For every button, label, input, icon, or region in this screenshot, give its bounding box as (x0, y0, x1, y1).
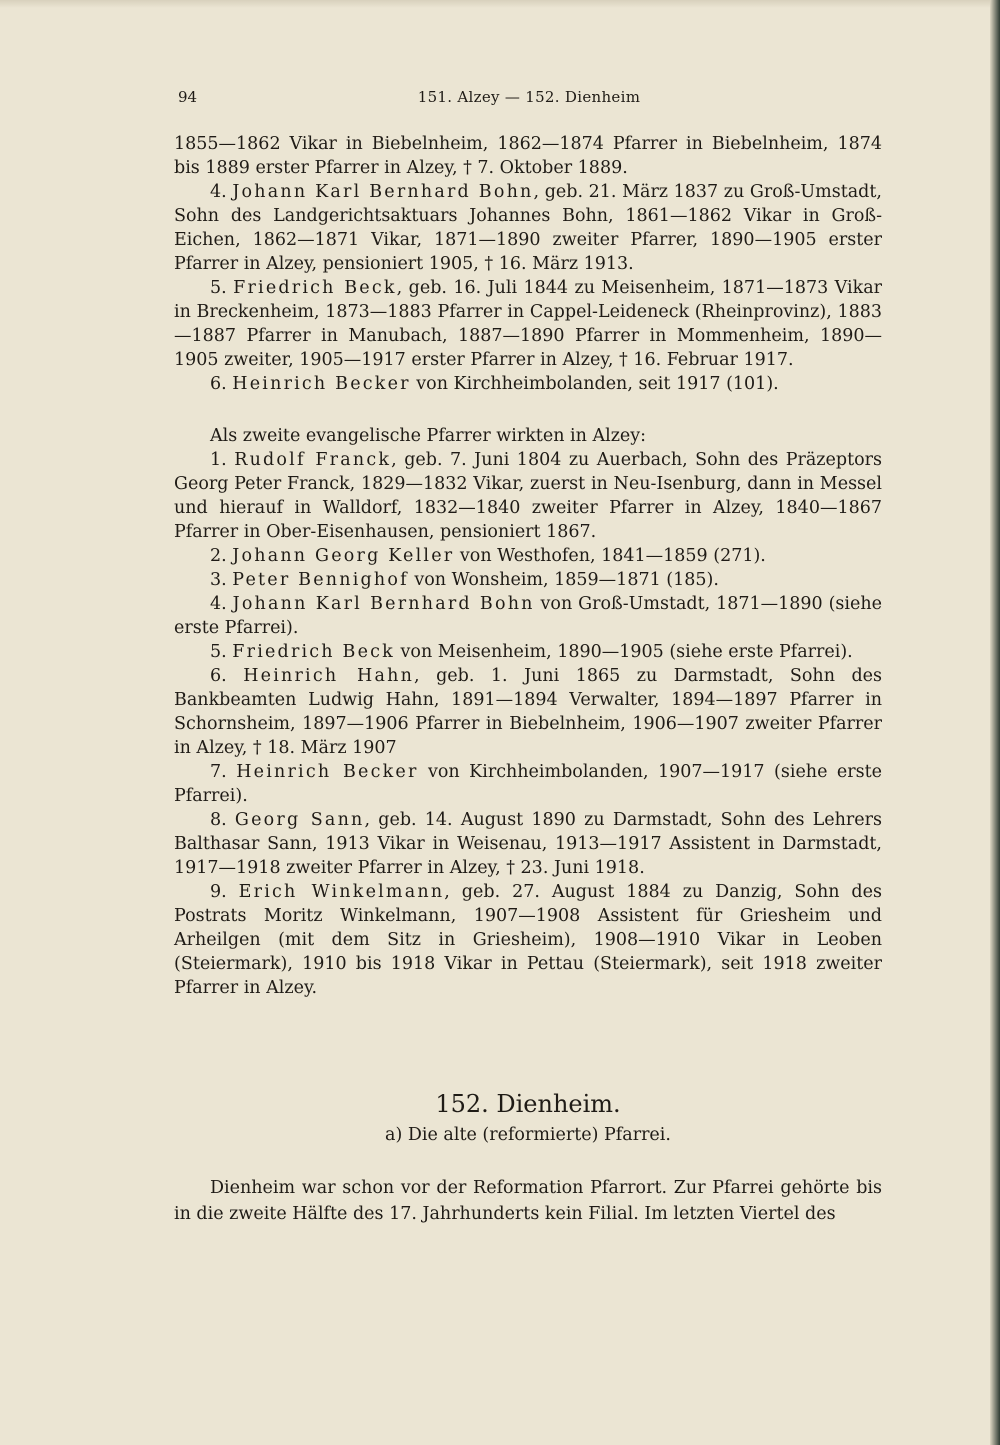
continuation-paragraph: 1855—1862 Vikar in Biebelnheim, 1862—1874 Pfarrer in Biebelnheim, 1874 bis 1889 erster Pfarrer in Alzey, † 7. Oktober 1889. (174, 134, 882, 178)
second-pastor-entry: 3. Peter Bennighof von Wonsheim, 1859—1871 (185). (210, 570, 719, 590)
second-pastor-entry: 4. Johann Karl Bernhard Bohn von Groß-Umstadt, 1871—1890 (siehe erste Pfarrei). (174, 594, 882, 638)
pastor-name: Friedrich Beck (232, 642, 395, 662)
first-pastor-entry: 5. Friedrich Beck, geb. 16. Juli 1844 zu Meisenheim, 1871—1873 Vikar in Breckenheim, 1873—1883 Pfarrer in Cappel-Leideneck (Rheinprovinz), 1883—1887 Pfarrer in Manubach, 1887—1890 Pfarrer in Mommenheim, 1890—1905 zweiter, 1905—1917 erster Pfarrer in Alzey, † 16. Februar 1917. (174, 278, 882, 370)
section-paragraph: Dienheim war schon vor der Reformation Pfarrort. Zur Pfarrei gehörte bis in die zweite Hälfte des 17. Jahrhunderts kein Filial. Im letzten Viertel des (174, 1177, 882, 1224)
second-pastor-entry: 7. Heinrich Becker von Kirchheimbolanden, 1907—1917 (siehe erste Pfarrei). (174, 762, 882, 806)
pastor-name: Friedrich Beck (233, 278, 397, 298)
body-text (174, 132, 882, 1000)
pastor-name: Georg Sann (234, 810, 365, 830)
second-pastor-entry: 2. Johann Georg Keller von Westhofen, 1841—1859 (271). (210, 546, 766, 566)
paragraph-gap (174, 396, 882, 424)
section-subheading: a) Die alte (reformierte) Pfarrei. (385, 1125, 671, 1145)
second-pastor-entry: 6. Heinrich Hahn, geb. 1. Juni 1865 zu Darmstadt, Sohn des Bankbeamten Ludwig Hahn, 1891—1894 Verwalter, 1894—1897 Pfarrer in Schornsheim, 1897—1906 Pfarrer in Biebelnheim, 1906—1907 zweiter Pfarrer in Alzey, † 18. März 1907 (174, 666, 882, 758)
section-heading: 152. Dienheim. (435, 1090, 621, 1118)
running-header (178, 88, 880, 112)
page-top-edge (0, 0, 1000, 8)
pastor-name: Heinrich Becker (236, 762, 419, 782)
page-right-edge (990, 0, 1000, 1445)
pastor-name: Heinrich Becker (232, 374, 411, 394)
pastor-name: Peter Bennighof (232, 570, 409, 590)
running-title: 151. Alzey — 152. Dienheim (417, 88, 641, 106)
second-pastor-entry: 5. Friedrich Beck von Meisenheim, 1890—1905 (siehe erste Pfarrei). (210, 642, 853, 662)
second-pastors-intro: Als zweite evangelische Pfarrer wirkten in Alzey: (210, 426, 647, 446)
pastor-name: Heinrich Hahn (243, 666, 415, 686)
second-pastor-entry: 1. Rudolf Franck, geb. 7. Juni 1804 zu Auerbach, Sohn des Präzeptors Georg Peter Franck, 1829—1832 Vikar, zuerst in Neu-Isenburg, dann in Messel und hierauf in Walldorf, 1832—1840 zweiter Pfarrer in Alzey, 1840—1867 Pfarrer in Ober-Eisenhausen, pensioniert 1867. (174, 450, 882, 542)
second-pastor-entry: 9. Erich Winkelmann, geb. 27. August 1884 zu Danzig, Sohn des Postrats Moritz Winkelmann, 1907—1908 Assistent für Griesheim und Arheilgen (mit dem Sitz in Griesheim), 1908—1910 Vikar in Leoben (Steiermark), 1910 bis 1918 Vikar in Pettau (Steiermark), seit 1918 zweiter Pfarrer in Alzey. (174, 882, 882, 998)
first-pastor-entry: 4. Johann Karl Bernhard Bohn, geb. 21. März 1837 zu Groß-Umstadt, Sohn des Landgerichtsaktuars Johannes Bohn, 1861—1862 Vikar in Groß-Eichen, 1862—1871 Vikar, 1871—1890 zweiter Pfarrer, 1890—1905 erster Pfarrer in Alzey, pensioniert 1905, † 16. März 1913. (174, 182, 882, 274)
pastor-name: Johann Georg Keller (232, 546, 455, 566)
pastor-name: Rudolf Franck (234, 450, 392, 470)
pastor-name: Johann Karl Bernhard Bohn (232, 594, 535, 614)
second-pastor-entry: 8. Georg Sann, geb. 14. August 1890 zu Darmstadt, Sohn des Lehrers Balthasar Sann, 1913 Vikar in Weisenau, 1913—1917 Assistent in Darmstadt, 1917—1918 zweiter Pfarrer in Alzey, † 23. Juni 1918. (174, 810, 882, 878)
page-number: 94 (178, 88, 198, 106)
first-pastor-entry: 6. Heinrich Becker von Kirchheimbolanden, seit 1917 (101). (210, 374, 779, 394)
pastor-name: Erich Winkelmann (238, 882, 445, 902)
pastor-name: Johann Karl Bernhard Bohn (232, 182, 534, 202)
